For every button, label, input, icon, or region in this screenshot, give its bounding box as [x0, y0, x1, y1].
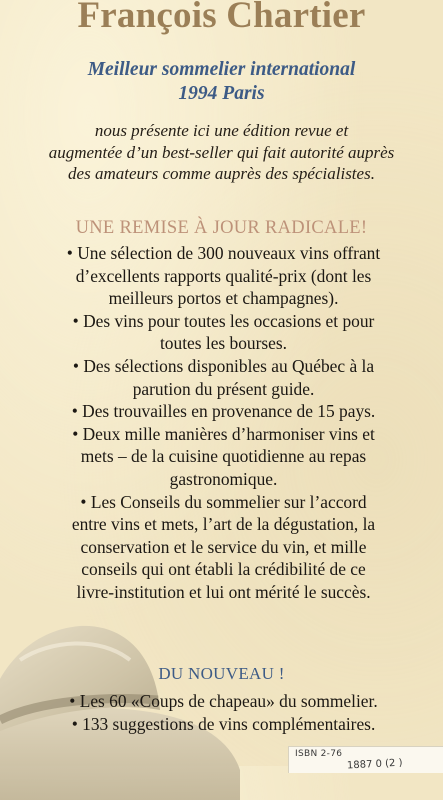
bullet-line: entre vins et mets, l’art de la dégustation, la [71, 514, 376, 535]
author-name: François Chartier [77, 0, 366, 36]
bullet-line: • Des trouvailles en provenance de 15 pays. [71, 401, 376, 422]
isbn-label: ISBN 2-76 [295, 749, 343, 759]
bullet-line: gastronomique. [169, 468, 278, 489]
award-subtitle [0, 58, 443, 106]
section-title-update: UNE REMISE À JOUR RADICALE! [75, 218, 368, 238]
bullet-line: d’excellents rapports qualité-prix (dont les [75, 265, 372, 286]
bullet-line: • Des sélections disponibles au Québec à la [72, 355, 375, 376]
bullet-line: • 133 suggestions de vins complémentaires. [71, 713, 376, 734]
bullet-item [12, 690, 435, 713]
bullet-item [12, 400, 435, 423]
bullet-line: toutes les bourses. [159, 333, 288, 354]
isbn-sticker [288, 746, 443, 773]
bullet-line: parution du présent guide. [132, 378, 315, 399]
bullet-item [12, 242, 435, 310]
award-line: 1994 Paris [178, 83, 265, 104]
intro-line: nous présente ici une édition revue et [94, 121, 349, 140]
bullet-line: • Les Conseils du sommelier sur l’accord [80, 491, 367, 512]
bullet-line: • Une sélection de 300 nouveaux vins offrant [66, 243, 381, 263]
bullet-list-update [12, 242, 435, 604]
section-title-new: DU NOUVEAU ! [158, 664, 285, 683]
intro-paragraph [6, 120, 437, 185]
bullet-line: conservation et le service du vin, et mille [80, 536, 367, 557]
intro-line: des amateurs comme auprès des spécialistes. [68, 164, 375, 183]
bullet-item [12, 713, 435, 736]
award-line: Meilleur sommelier international [87, 59, 356, 80]
bullet-line: • Les 60 «Coups de chapeau» du sommelier. [69, 691, 378, 711]
bullet-item [12, 491, 435, 604]
bullet-item [12, 310, 435, 355]
bullet-list-new [12, 690, 435, 735]
bullet-item [12, 355, 435, 400]
bullet-line: mets – de la cuisine quotidienne au repas [80, 446, 367, 467]
bullet-line: conseils qui ont établi la crédibilité de ce [81, 559, 366, 580]
intro-line: augmentée d’un best-seller qui fait autorité auprès [48, 142, 395, 162]
bullet-line: • Deux mille manières d’harmoniser vins et [72, 423, 375, 444]
bullet-line: • Des vins pour toutes les occasions et pour [72, 310, 375, 331]
isbn-code: 1887 0 (2 ) [346, 757, 403, 772]
bullet-line: livre-institution et lui ont mérité le succès. [76, 581, 371, 602]
bullet-item [12, 423, 435, 491]
bullet-line: meilleurs portos et champagnes). [108, 288, 339, 309]
